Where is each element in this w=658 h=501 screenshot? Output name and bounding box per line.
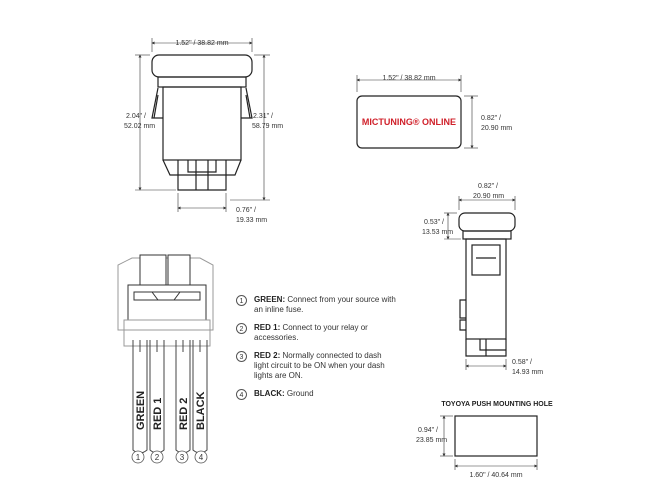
right-height-label-2: 58.79 mm [252,123,284,130]
side-cap-label-2: 13.53 mm [422,229,454,236]
legend-text-4: Ground [286,389,314,398]
side-width-label-2: 20.90 mm [473,193,505,200]
wire-label-red-2: RED 2 [178,397,190,430]
connector-housing [118,255,213,346]
legend-item-red-2 [236,351,396,381]
top-width-label: 1.52" / 38.82 mm [175,40,229,47]
legend-item-red-1 [236,323,396,343]
face-width-label: 1.52" / 38.82 mm [382,75,436,82]
legend-item-black [236,389,396,399]
hole-height-label-2: 23.85 mm [416,437,448,444]
legend-name-3: RED 2: [254,351,283,360]
face-height-label-2: 20.90 mm [481,125,513,132]
base-width-label-2: 19.33 mm [236,217,268,224]
wire-number-1: 1 [135,453,141,462]
legend-number-2: 2 [236,323,247,334]
legend-text-2: Connect to your relay or accessories. [254,323,368,342]
face-view [357,75,478,148]
brand-label: MICTUNING® ONLINE [361,117,457,127]
mounting-hole-title: TOYOYA PUSH MOUNTING HOLE [441,401,553,408]
wire-number-4: 4 [198,453,204,462]
legend-text-3: Normally connected to dash light circuit to be ON when your dash lights are ON. [254,351,385,380]
side-view-switch [459,213,515,356]
legend-name-4: BLACK: [254,389,287,398]
wire-label-green: GREEN [135,390,147,430]
side-width-label-1: 0.82" / [478,183,498,190]
legend-text-1: Connect from your source with an inline fuse. [254,295,396,314]
wire-label-red-1: RED 1 [152,397,164,430]
right-height-label-1: 2.31" / [253,113,273,120]
legend-item-green [236,295,396,315]
front-view-switch [152,55,252,190]
left-height-label-1: 2.04" / [126,113,146,120]
legend-number-1: 1 [236,295,247,306]
hole-height-label-1: 0.94" / [418,427,438,434]
legend-number-3: 3 [236,351,247,362]
mounting-hole [440,416,537,470]
side-base-label-2: 14.93 mm [512,369,544,376]
left-height-label-2: 52.02 mm [124,123,156,130]
wiring-legend [236,295,396,407]
side-base-label-1: 0.58" / [512,359,532,366]
legend-name-1: GREEN: [254,295,288,304]
legend-name-2: RED 1: [254,323,283,332]
wire-label-black: BLACK [195,391,207,430]
side-cap-label-1: 0.53" / [424,219,444,226]
base-width-label-1: 0.76" / [236,207,256,214]
wire-number-2: 2 [154,453,160,462]
hole-width-label: 1.60" / 40.64 mm [469,472,523,479]
legend-number-4: 4 [236,389,247,400]
wire-number-3: 3 [179,453,185,462]
face-height-label-1: 0.82" / [481,115,501,122]
